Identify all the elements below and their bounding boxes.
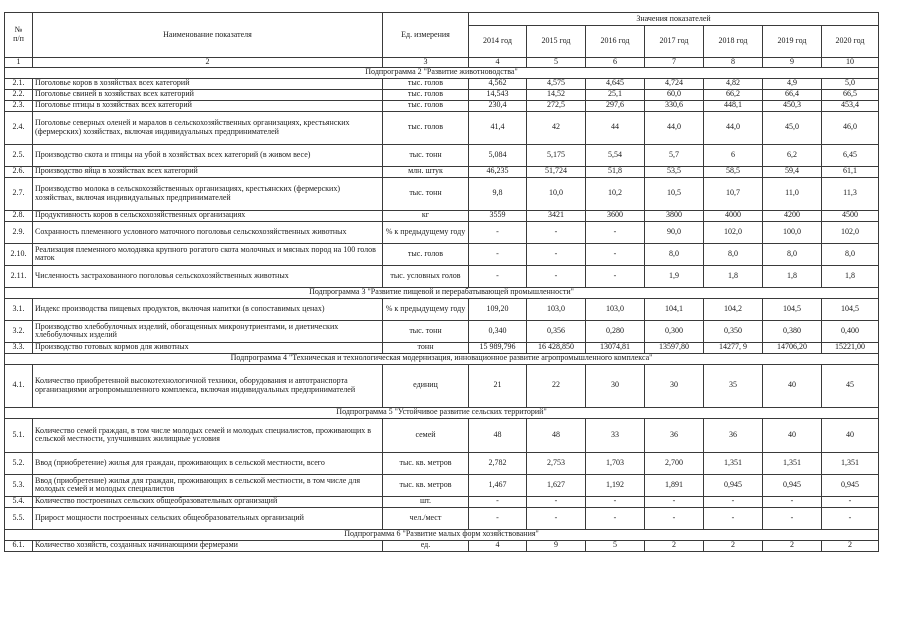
value-cell: 35 — [704, 364, 763, 407]
value-cell: 0,945 — [822, 474, 879, 496]
table-row — [5, 452, 879, 474]
value-cell: 0,280 — [586, 320, 645, 342]
table-row — [5, 210, 879, 221]
indicator-name: Количество хозяйств, созданных начинающими фермерами — [33, 540, 383, 551]
value-cell: 22 — [527, 364, 586, 407]
unit: единиц — [383, 364, 469, 407]
indicator-name: Количество приобретенной высокотехнологичной техники, оборудования и автотранспорта организациями агропромышленного комплекса, включая индивидуальных предпринимателей — [33, 364, 383, 407]
value-cell: 66,4 — [763, 89, 822, 100]
value-cell: 4,645 — [586, 78, 645, 89]
value-cell: 1,192 — [586, 474, 645, 496]
colnum: 6 — [586, 58, 645, 68]
unit: тыс. тонн — [383, 320, 469, 342]
value-cell: 2 — [704, 540, 763, 551]
value-cell: 41,4 — [469, 111, 527, 144]
unit: чел./мест — [383, 507, 469, 529]
unit: тыс. голов — [383, 78, 469, 89]
table-row — [5, 89, 879, 100]
indicator-name: Производство яйца в хозяйствах всех категорий — [33, 166, 383, 177]
value-cell: 1,8 — [763, 265, 822, 287]
value-cell: 15 989,796 — [469, 342, 527, 353]
colnum: 3 — [383, 58, 469, 68]
section-title: Подпрограмма 2 "Развитие животноводства" — [5, 67, 879, 78]
indicator-name: Ввод (приобретение) жилья для граждан, проживающих в сельской местности, в том числе для молодых семей и молодых специалистов — [33, 474, 383, 496]
value-cell: - — [527, 221, 586, 243]
row-number: 2.7. — [5, 177, 33, 210]
colnum: 4 — [469, 58, 527, 68]
value-cell: 1,351 — [704, 452, 763, 474]
value-cell: 104,2 — [704, 298, 763, 320]
table-row — [5, 364, 879, 407]
header-num: № п/п — [5, 13, 33, 58]
value-cell: 6,2 — [763, 144, 822, 166]
value-cell: 61,1 — [822, 166, 879, 177]
value-cell: 48 — [527, 418, 586, 452]
colnum: 7 — [645, 58, 704, 68]
value-cell: - — [763, 496, 822, 507]
value-cell: - — [469, 243, 527, 265]
value-cell: 1,703 — [586, 452, 645, 474]
indicator-name: Ввод (приобретение) жилья для граждан, проживающих в сельской местности, всего — [33, 452, 383, 474]
value-cell: - — [822, 507, 879, 529]
value-cell: 4,724 — [645, 78, 704, 89]
row-number: 2.4. — [5, 111, 33, 144]
value-cell: 48 — [469, 418, 527, 452]
unit: тыс. голов — [383, 243, 469, 265]
year-2017: 2017 год — [645, 26, 704, 58]
value-cell: 10,2 — [586, 177, 645, 210]
row-number: 4.1. — [5, 364, 33, 407]
row-number: 3.3. — [5, 342, 33, 353]
unit: тыс. кв. метров — [383, 474, 469, 496]
value-cell: 8,0 — [763, 243, 822, 265]
row-number: 5.3. — [5, 474, 33, 496]
year-2015: 2015 год — [527, 26, 586, 58]
unit: тыс. условных голов — [383, 265, 469, 287]
value-cell: - — [469, 507, 527, 529]
value-cell: 25,1 — [586, 89, 645, 100]
value-cell: 66,2 — [704, 89, 763, 100]
value-cell: 44,0 — [704, 111, 763, 144]
value-cell: 453,4 — [822, 100, 879, 111]
value-cell: 2 — [763, 540, 822, 551]
indicator-name: Производство молока в сельскохозяйственных организациях, крестьянских (фермерских) хозяйствах, включая индивидуальных предпринимателей — [33, 177, 383, 210]
value-cell: 42 — [527, 111, 586, 144]
table-body — [5, 13, 879, 552]
value-cell: 1,351 — [763, 452, 822, 474]
colnum: 8 — [704, 58, 763, 68]
value-cell: - — [586, 496, 645, 507]
value-cell: 44,0 — [645, 111, 704, 144]
value-cell: 4,562 — [469, 78, 527, 89]
section-row — [5, 529, 879, 540]
table-row — [5, 320, 879, 342]
unit: % к предыдущему году — [383, 221, 469, 243]
year-2020: 2020 год — [822, 26, 879, 58]
value-cell: 14706,20 — [763, 342, 822, 353]
value-cell: 0,945 — [763, 474, 822, 496]
value-cell: - — [645, 507, 704, 529]
value-cell: - — [469, 221, 527, 243]
indicator-name: Поголовье свиней в хозяйствах всех категорий — [33, 89, 383, 100]
value-cell: 4,575 — [527, 78, 586, 89]
value-cell: 297,6 — [586, 100, 645, 111]
value-cell: 3559 — [469, 210, 527, 221]
value-cell: 60,0 — [645, 89, 704, 100]
value-cell: 3800 — [645, 210, 704, 221]
value-cell: 100,0 — [763, 221, 822, 243]
indicator-name: Количество семей граждан, в том числе молодых семей и молодых специалистов, проживающих в сельской местности, улучшивших жилищные условия — [33, 418, 383, 452]
value-cell: 103,0 — [527, 298, 586, 320]
value-cell: 102,0 — [822, 221, 879, 243]
value-cell: 11,0 — [763, 177, 822, 210]
value-cell: 13074,81 — [586, 342, 645, 353]
row-number: 2.5. — [5, 144, 33, 166]
unit: тыс. тонн — [383, 177, 469, 210]
value-cell: - — [527, 265, 586, 287]
row-number: 2.8. — [5, 210, 33, 221]
table-row — [5, 298, 879, 320]
value-cell: 0,350 — [704, 320, 763, 342]
value-cell: - — [586, 265, 645, 287]
unit: тыс. голов — [383, 100, 469, 111]
value-cell: 104,1 — [645, 298, 704, 320]
value-cell: 104,5 — [822, 298, 879, 320]
value-cell: - — [469, 265, 527, 287]
value-cell: 6,45 — [822, 144, 879, 166]
colnum: 1 — [5, 58, 33, 68]
value-cell: 36 — [704, 418, 763, 452]
table-row — [5, 243, 879, 265]
value-cell: 9 — [527, 540, 586, 551]
row-number: 2.1. — [5, 78, 33, 89]
value-cell: 30 — [645, 364, 704, 407]
table-row — [5, 177, 879, 210]
value-cell: 11,3 — [822, 177, 879, 210]
value-cell: 36 — [645, 418, 704, 452]
colnum: 9 — [763, 58, 822, 68]
value-cell: 2 — [822, 540, 879, 551]
value-cell: 1,8 — [822, 265, 879, 287]
value-cell: 1,627 — [527, 474, 586, 496]
column-numbers-row — [5, 58, 879, 68]
value-cell: 14,52 — [527, 89, 586, 100]
row-number: 2.6. — [5, 166, 33, 177]
table-row — [5, 507, 879, 529]
value-cell: - — [527, 496, 586, 507]
value-cell: 1,891 — [645, 474, 704, 496]
section-row — [5, 67, 879, 78]
colnum: 2 — [33, 58, 383, 68]
header-unit: Ед. измерения — [383, 13, 469, 58]
value-cell: 46,235 — [469, 166, 527, 177]
value-cell: 5,175 — [527, 144, 586, 166]
value-cell: 3600 — [586, 210, 645, 221]
header-row — [5, 13, 879, 26]
indicator-name: Поголовье птицы в хозяйствах всех категорий — [33, 100, 383, 111]
value-cell: 0,300 — [645, 320, 704, 342]
value-cell: 272,5 — [527, 100, 586, 111]
value-cell: - — [527, 507, 586, 529]
indicator-name: Численность застрахованного поголовья сельскохозяйственных животных — [33, 265, 383, 287]
table-row — [5, 78, 879, 89]
indicator-name: Индекс производства пищевых продуктов, включая напитки (в сопоставимых ценах) — [33, 298, 383, 320]
value-cell: 4000 — [704, 210, 763, 221]
value-cell: 0,400 — [822, 320, 879, 342]
value-cell: 4,82 — [704, 78, 763, 89]
table-row — [5, 144, 879, 166]
value-cell: - — [469, 496, 527, 507]
value-cell: 13597,80 — [645, 342, 704, 353]
value-cell: 30 — [586, 364, 645, 407]
value-cell: 45,0 — [763, 111, 822, 144]
value-cell: 33 — [586, 418, 645, 452]
unit: тонн — [383, 342, 469, 353]
value-cell: 2,700 — [645, 452, 704, 474]
value-cell: 4500 — [822, 210, 879, 221]
value-cell: 58,5 — [704, 166, 763, 177]
value-cell: 2 — [645, 540, 704, 551]
section-row — [5, 407, 879, 418]
value-cell: 14277, 9 — [704, 342, 763, 353]
section-row — [5, 287, 879, 298]
value-cell: 40 — [763, 364, 822, 407]
value-cell: 8,0 — [704, 243, 763, 265]
value-cell: 2,753 — [527, 452, 586, 474]
value-cell: 1,351 — [822, 452, 879, 474]
unit: млн. штук — [383, 166, 469, 177]
indicator-name: Реализация племенного молодняка крупного рогатого скота молочных и мясных пород на 100 голов маток — [33, 243, 383, 265]
value-cell: 53,5 — [645, 166, 704, 177]
value-cell: 5 — [586, 540, 645, 551]
section-title: Подпрограмма 4 "Техническая и технологическая модернизация, инновационное развитие агропромышленного комплекса" — [5, 353, 879, 364]
unit: % к предыдущему году — [383, 298, 469, 320]
value-cell: 0,380 — [763, 320, 822, 342]
value-cell: 10,7 — [704, 177, 763, 210]
value-cell: 8,0 — [822, 243, 879, 265]
header-name: Наименование показателя — [33, 13, 383, 58]
value-cell: 1,8 — [704, 265, 763, 287]
table-row — [5, 166, 879, 177]
row-number: 6.1. — [5, 540, 33, 551]
unit: тыс. тонн — [383, 144, 469, 166]
section-row — [5, 353, 879, 364]
indicator-name: Продуктивность коров в сельскохозяйственных организациях — [33, 210, 383, 221]
section-title: Подпрограмма 5 "Устойчивое развитие сельских территорий" — [5, 407, 879, 418]
value-cell: - — [645, 496, 704, 507]
value-cell: 4 — [469, 540, 527, 551]
indicator-table-container — [4, 12, 879, 552]
table-row — [5, 265, 879, 287]
value-cell: 14,543 — [469, 89, 527, 100]
value-cell: 5,084 — [469, 144, 527, 166]
value-cell: 16 428,850 — [527, 342, 586, 353]
value-cell: 230,4 — [469, 100, 527, 111]
row-number: 3.2. — [5, 320, 33, 342]
indicator-name: Поголовье северных оленей и маралов в сельскохозяйственных организациях, крестьянских (фермерских) хозяйствах, включая индивидуальных предпринимателей — [33, 111, 383, 144]
indicator-table — [4, 12, 879, 552]
value-cell: - — [763, 507, 822, 529]
indicator-name: Производство хлебобулочных изделий, обогащенных микронутриентами, и диетических хлебобулочных изделий — [33, 320, 383, 342]
value-cell: 66,5 — [822, 89, 879, 100]
table-row — [5, 474, 879, 496]
value-cell: 4200 — [763, 210, 822, 221]
value-cell: 10,0 — [527, 177, 586, 210]
unit: семей — [383, 418, 469, 452]
colnum: 5 — [527, 58, 586, 68]
table-row — [5, 418, 879, 452]
value-cell: 0,356 — [527, 320, 586, 342]
value-cell: 51,8 — [586, 166, 645, 177]
value-cell: - — [704, 496, 763, 507]
row-number: 3.1. — [5, 298, 33, 320]
value-cell: 104,5 — [763, 298, 822, 320]
value-cell: 109,20 — [469, 298, 527, 320]
value-cell: 4,9 — [763, 78, 822, 89]
value-cell: 59,4 — [763, 166, 822, 177]
value-cell: - — [527, 243, 586, 265]
table-row — [5, 100, 879, 111]
indicator-name: Сохранность племенного условного маточного поголовья сельскохозяйственных животных — [33, 221, 383, 243]
value-cell: 21 — [469, 364, 527, 407]
row-number: 2.11. — [5, 265, 33, 287]
value-cell: 6 — [704, 144, 763, 166]
indicator-name: Производство готовых кормов для животных — [33, 342, 383, 353]
row-number: 5.4. — [5, 496, 33, 507]
value-cell: 90,0 — [645, 221, 704, 243]
value-cell: - — [822, 496, 879, 507]
value-cell: 448,1 — [704, 100, 763, 111]
table-row — [5, 540, 879, 551]
year-2019: 2019 год — [763, 26, 822, 58]
value-cell: 44 — [586, 111, 645, 144]
indicator-name: Количество построенных сельских общеобразовательных организаций — [33, 496, 383, 507]
row-number: 2.2. — [5, 89, 33, 100]
section-title: Подпрограмма 3 "Развитие пищевой и перерабатывающей промышленности" — [5, 287, 879, 298]
section-title: Подпрограмма 6 "Развитие малых форм хозяйствования" — [5, 529, 879, 540]
value-cell: - — [586, 221, 645, 243]
unit: ед. — [383, 540, 469, 551]
row-number: 2.9. — [5, 221, 33, 243]
value-cell: 0,340 — [469, 320, 527, 342]
indicator-name: Поголовье коров в хозяйствах всех категорий — [33, 78, 383, 89]
row-number: 2.10. — [5, 243, 33, 265]
value-cell: 8,0 — [645, 243, 704, 265]
value-cell: - — [586, 507, 645, 529]
value-cell: 1,467 — [469, 474, 527, 496]
header-values: Значения показателей — [469, 13, 879, 26]
year-2018: 2018 год — [704, 26, 763, 58]
value-cell: 10,5 — [645, 177, 704, 210]
value-cell: 0,945 — [704, 474, 763, 496]
table-row — [5, 496, 879, 507]
year-2014: 2014 год — [469, 26, 527, 58]
value-cell: 51,724 — [527, 166, 586, 177]
colnum: 10 — [822, 58, 879, 68]
value-cell: 2,782 — [469, 452, 527, 474]
table-row — [5, 111, 879, 144]
value-cell: 5,7 — [645, 144, 704, 166]
value-cell: 3421 — [527, 210, 586, 221]
value-cell: 330,6 — [645, 100, 704, 111]
value-cell: 15221,00 — [822, 342, 879, 353]
value-cell: 45 — [822, 364, 879, 407]
value-cell: 5,54 — [586, 144, 645, 166]
value-cell: - — [586, 243, 645, 265]
row-number: 5.5. — [5, 507, 33, 529]
year-2016: 2016 год — [586, 26, 645, 58]
unit: тыс. голов — [383, 111, 469, 144]
table-row — [5, 342, 879, 353]
value-cell: 40 — [822, 418, 879, 452]
value-cell: 9,8 — [469, 177, 527, 210]
row-number: 5.2. — [5, 452, 33, 474]
indicator-name: Производство скота и птицы на убой в хозяйствах всех категорий (в живом весе) — [33, 144, 383, 166]
unit: тыс. голов — [383, 89, 469, 100]
value-cell: - — [704, 507, 763, 529]
unit: кг — [383, 210, 469, 221]
row-number: 2.3. — [5, 100, 33, 111]
table-row — [5, 221, 879, 243]
unit: тыс. кв. метров — [383, 452, 469, 474]
unit: шт. — [383, 496, 469, 507]
value-cell: 102,0 — [704, 221, 763, 243]
row-number: 5.1. — [5, 418, 33, 452]
value-cell: 1,9 — [645, 265, 704, 287]
value-cell: 46,0 — [822, 111, 879, 144]
value-cell: 103,0 — [586, 298, 645, 320]
value-cell: 5,0 — [822, 78, 879, 89]
value-cell: 40 — [763, 418, 822, 452]
indicator-name: Прирост мощности построенных сельских общеобразовательных организаций — [33, 507, 383, 529]
value-cell: 450,3 — [763, 100, 822, 111]
